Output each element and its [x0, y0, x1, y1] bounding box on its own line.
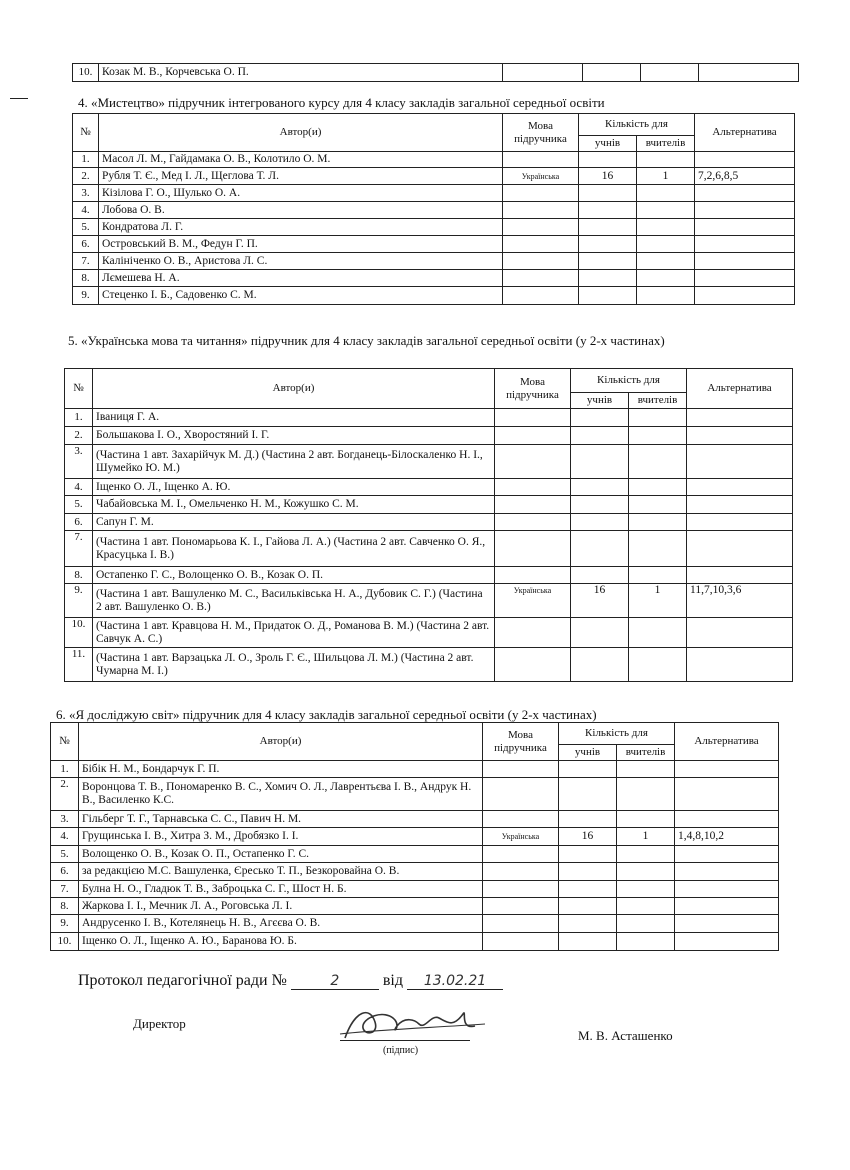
- table-row: 3. (Частина 1 авт. Захарійчук М. Д.) (Частина 2 авт. Богданець-Білоскаленко Н. І., Шумейко Ю. М.): [65, 445, 793, 479]
- table-row: 9. Андрусенко І. В., Котелянець Н. В., Агєєва О. В.: [51, 915, 779, 933]
- header-num: №: [51, 723, 79, 761]
- table-row: 3. Кізілова Г. О., Шулько О. А.: [73, 185, 795, 202]
- table-row: 2. Большакова І. О., Хворостяний І. Г.: [65, 427, 793, 445]
- header-students: учнів: [559, 745, 617, 761]
- section-4-table: [72, 113, 795, 305]
- header-author: Автор(и): [93, 369, 495, 409]
- header-alt: Альтернатива: [675, 723, 779, 761]
- table-row: 3. Гільберг Т. Г., Тарнавська С. С., Павич Н. М.: [51, 811, 779, 828]
- table-row: 4. Грущинська І. В., Хитра З. М., Дробязко І. І. Українська 16 1 1,4,8,10,2: [51, 828, 779, 846]
- header-num: №: [65, 369, 93, 409]
- table-row: 5. Чабайовська М. І., Омельченко Н. М., Кожушко С. М.: [65, 496, 793, 514]
- table-row: 7. Калініченко О. В., Аристова Л. С.: [73, 253, 795, 270]
- signature-line: [340, 1040, 470, 1041]
- table-row: 8. Жаркова І. І., Мечник Л. А., Роговська Л. І.: [51, 898, 779, 915]
- section-4-title: 4. «Мистецтво» підручник інтегрованого курсу для 4 класу закладів загальної середньої освіти: [78, 95, 605, 110]
- table-row: 7. Булна Н. О., Гладюк Т. В., Заброцька С. Г., Шост Н. Б.: [51, 881, 779, 898]
- table-row: 9. Стеценко І. Б., Садовенко С. М.: [73, 287, 795, 305]
- header-teachers: вчителів: [637, 136, 695, 152]
- table-row: 1. Бібік Н. М., Бондарчук Г. П.: [51, 761, 779, 778]
- director-name: М. В. Асташенко: [578, 1028, 673, 1043]
- protocol-number: 2: [291, 973, 379, 990]
- table-row: 10. (Частина 1 авт. Кравцова Н. М., Придаток О. Д., Романова В. М.) (Частина 2 авт. Савчук А. С.): [65, 618, 793, 648]
- margin-dash: [10, 98, 28, 99]
- table-row: 8. Лємешева Н. А.: [73, 270, 795, 287]
- top-table: [72, 63, 799, 82]
- table-row: 5. Кондратова Л. Г.: [73, 219, 795, 236]
- table-row: 7. (Частина 1 авт. Пономарьова К. І., Гайова Л. А.) (Частина 2 авт. Савченко О. Я., Красуцька І. В.): [65, 531, 793, 567]
- table-row: 4. Лобова О. В.: [73, 202, 795, 219]
- header-author: Автор(и): [79, 723, 483, 761]
- from-label: від: [382, 972, 403, 989]
- header-students: учнів: [579, 136, 637, 152]
- header-teachers: вчителів: [629, 393, 687, 409]
- table-row: 6. Сапун Г. М.: [65, 514, 793, 531]
- table-row: 1. Масол Л. М., Гайдамака О. В., Колотило О. М.: [73, 152, 795, 168]
- table-row: 11. (Частина 1 авт. Варзацька Л. О., Зроль Г. Є., Шильцова Л. М.) (Частина 2 авт. Чумарна М. І.): [65, 648, 793, 682]
- signature: [335, 1000, 495, 1045]
- table-row: 9. (Частина 1 авт. Вашуленко М. С., Васильківська Н. А., Дубовик С. Г.) (Частина 2 авт. Вашуленко О. В.) Українська 16 1 11,7,10,3,6: [65, 584, 793, 618]
- header-qty: Кількість для: [559, 723, 675, 745]
- header-teachers: вчителів: [617, 745, 675, 761]
- header-lang: Мова підручника: [495, 369, 571, 409]
- header-qty: Кількість для: [571, 369, 687, 393]
- protocol-label: Протокол педагогічної ради №: [78, 972, 287, 989]
- table-row: [73, 64, 799, 82]
- table-row: 6. Островський В. М., Федун Г. П.: [73, 236, 795, 253]
- header-lang: Мова підручника: [503, 114, 579, 152]
- protocol-date: 13.02.21: [407, 973, 503, 990]
- header-qty: Кількість для: [579, 114, 695, 136]
- section-6-table: [50, 722, 779, 951]
- table-row: 1. Іваниця Г. А.: [65, 409, 793, 427]
- signature-caption: (підпис): [383, 1045, 419, 1056]
- table-row: 2. Рубля Т. Є., Мед І. Л., Щеглова Т. Л. Українська 16 1 7,2,6,8,5: [73, 168, 795, 185]
- table-row: 5. Волощенко О. В., Козак О. П., Остапенко Г. С.: [51, 846, 779, 863]
- table-row: 2. Воронцова Т. В., Пономаренко В. С., Хомич О. Л., Лаврентьєва І. В., Андрук Н. В., Василенко К.С.: [51, 778, 779, 811]
- director-label: Директор: [133, 1016, 186, 1031]
- section-5-table: [64, 368, 793, 682]
- header-students: учнів: [571, 393, 629, 409]
- table-row: 8. Остапенко Г. С., Волощенко О. В., Козак О. П.: [65, 567, 793, 584]
- header-lang: Мова підручника: [483, 723, 559, 761]
- table-row: 10. Іщенко О. Л., Іщенко А. Ю., Баранова Ю. Б.: [51, 933, 779, 951]
- table-row: 4. Іщенко О. Л., Іщенко А. Ю.: [65, 479, 793, 496]
- header-author: Автор(и): [99, 114, 503, 152]
- row-author: Козак М. В., Корчевська О. П.: [99, 64, 503, 82]
- row-number: 10.: [73, 64, 99, 82]
- protocol-line: [78, 972, 503, 990]
- section-5-title: 5. «Українська мова та читання» підручник для 4 класу закладів загальної середньої освіти (у 2-х частинах): [68, 333, 665, 348]
- table-row: 6. за редакцією М.С. Вашуленка, Єресько Т. П., Безкоровайна О. В.: [51, 863, 779, 881]
- section-6-title: 6. «Я досліджую світ» підручник для 4 класу закладів загальної середньої освіти (у 2-х частинах): [56, 707, 597, 722]
- header-num: №: [73, 114, 99, 152]
- header-alt: Альтернатива: [687, 369, 793, 409]
- header-alt: Альтернатива: [695, 114, 795, 152]
